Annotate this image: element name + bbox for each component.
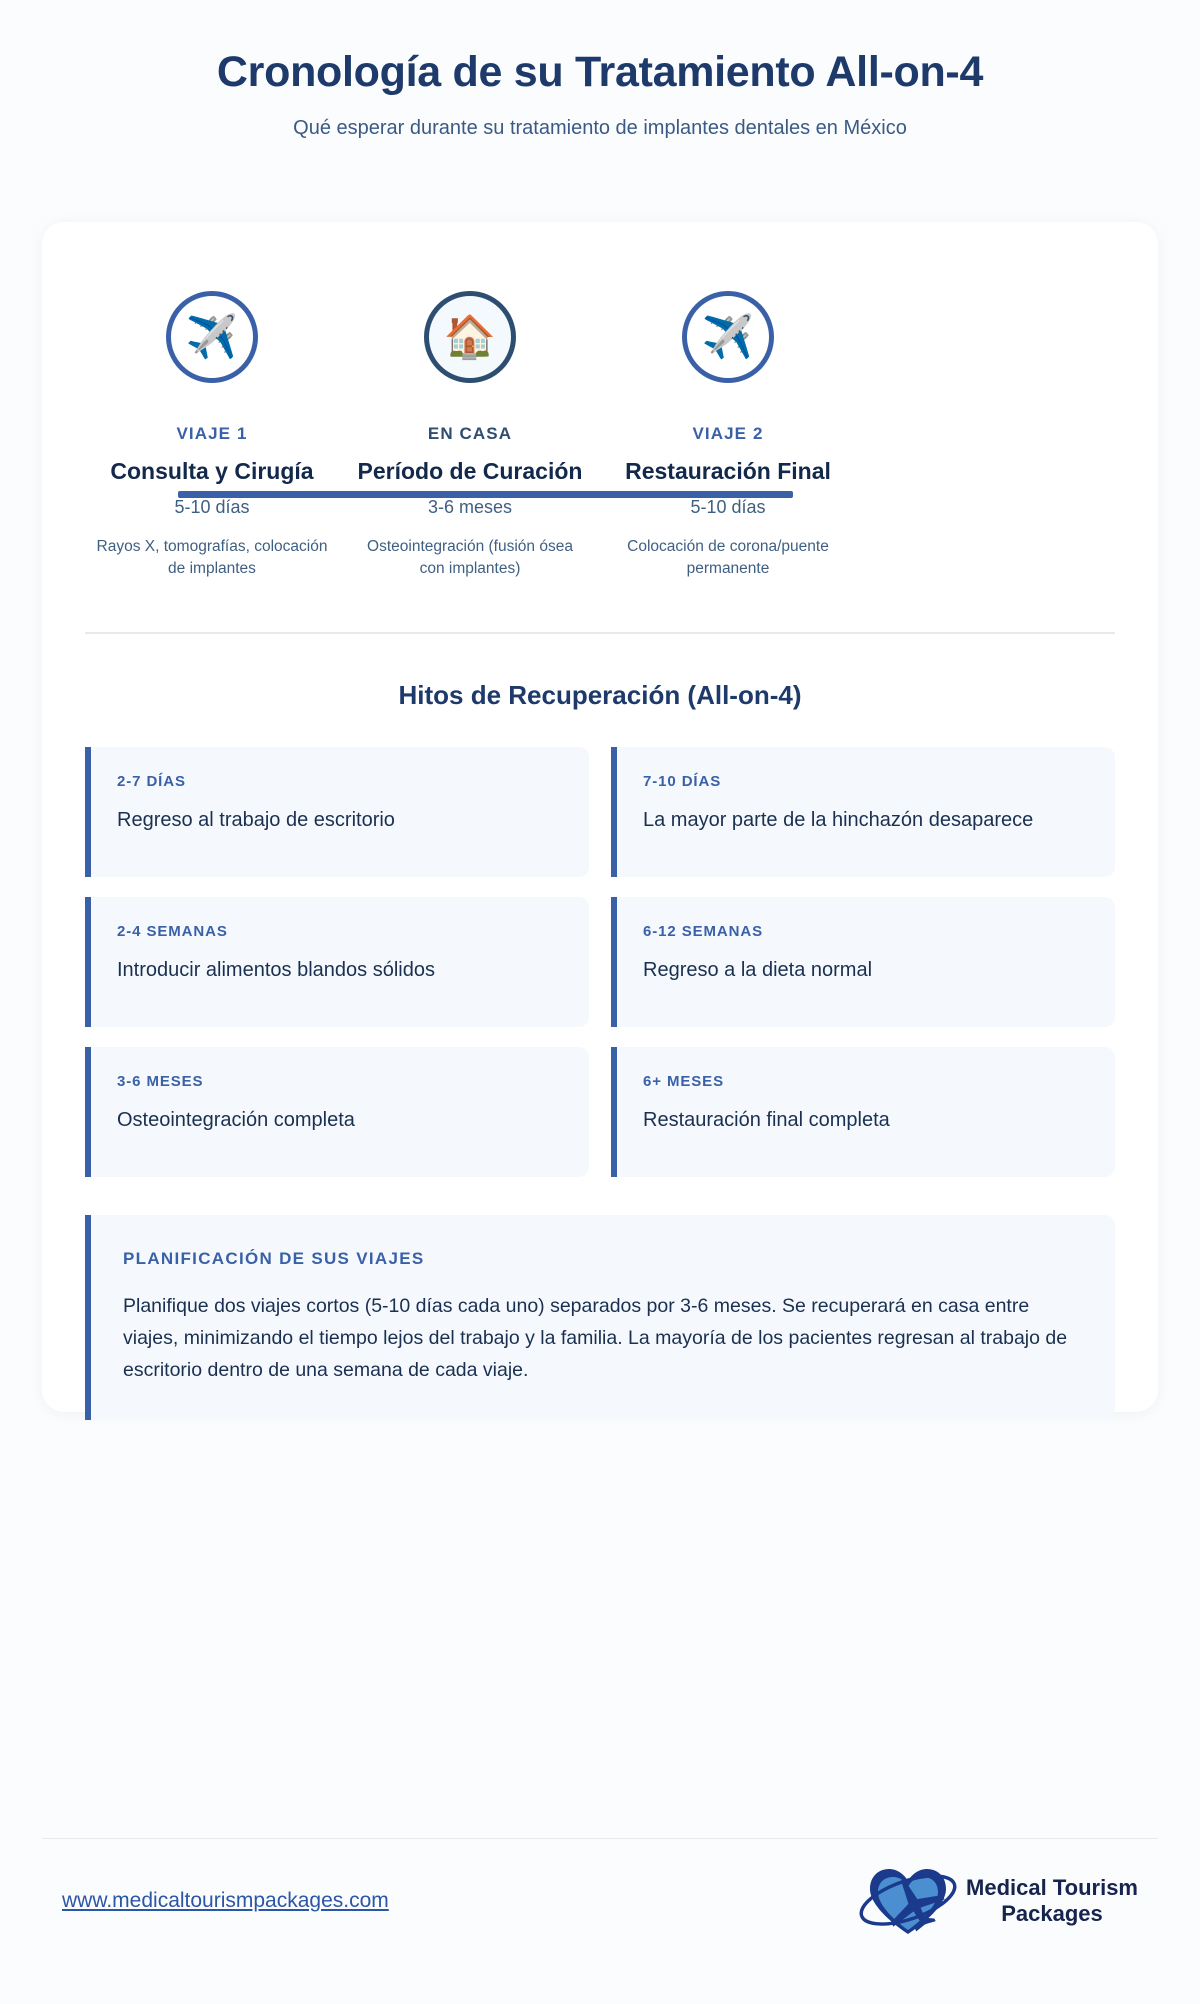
timeline-step-stage: VIAJE 2 <box>692 424 764 443</box>
airplane-icon: ✈️ <box>682 291 774 383</box>
timeline-step-2 <box>341 258 599 580</box>
milestone-card <box>611 897 1115 1027</box>
timeline-step-stage: EN CASA <box>427 424 513 443</box>
milestone-card <box>85 1047 589 1177</box>
timeline-step-stage: VIAJE 1 <box>176 424 248 443</box>
milestone-period: 2-4 SEMANAS <box>117 923 228 940</box>
milestone-period: 6+ MESES <box>643 1073 724 1090</box>
timeline-step-title: Período de Curación <box>357 458 583 484</box>
timeline-step-3 <box>599 258 857 580</box>
milestone-card <box>85 747 589 877</box>
house-icon: 🏠 <box>424 291 516 383</box>
timeline-step-title: Restauración Final <box>625 458 831 484</box>
travel-planning-body: Planifique dos viajes cortos (5-10 días cada uno) separados por 3-6 meses. Se recuperará en casa entre viajes, minimizando el tiempo lejos del trabajo y la familia. La mayoría de los pacientes regresan al trabajo de escritorio dentro de una semana de cada viaje. <box>123 1295 1068 1381</box>
milestone-text: Regreso al trabajo de escritorio <box>117 809 395 831</box>
milestone-text: Regreso a la dieta normal <box>643 959 873 981</box>
heart-airplane-logo-icon <box>856 1862 960 1940</box>
page-title: Cronología de su Tratamiento All-on-4 <box>216 48 984 96</box>
milestone-text: La mayor parte de la hinchazón desaparece <box>643 809 1034 831</box>
milestone-period: 3-6 MESES <box>117 1073 204 1090</box>
footer-divider <box>42 1838 1158 1839</box>
milestone-text: Introducir alimentos blandos sólidos <box>117 959 435 981</box>
brand-line-2: Packages <box>1001 1901 1103 1926</box>
milestone-period: 7-10 DÍAS <box>643 773 722 790</box>
header <box>0 0 1200 140</box>
milestone-card <box>611 1047 1115 1177</box>
timeline-step-title: Consulta y Cirugía <box>110 458 314 484</box>
timeline-step-duration: 3-6 meses <box>427 497 513 517</box>
travel-planning-box <box>85 1215 1115 1420</box>
travel-planning-title: PLANIFICACIÓN DE SUS VIAJES <box>123 1249 425 1268</box>
milestone-period: 2-7 DÍAS <box>117 773 186 790</box>
brand-name <box>966 1875 1138 1927</box>
timeline-step-1 <box>83 258 341 580</box>
timeline-step-duration: 5-10 días <box>174 497 250 517</box>
milestones-heading: Hitos de Recuperación (All-on-4) <box>398 680 802 710</box>
milestone-text: Restauración final completa <box>643 1109 890 1131</box>
milestone-text: Osteointegración completa <box>117 1109 355 1131</box>
main-content-card <box>42 222 1158 1412</box>
treatment-timeline <box>42 258 1158 588</box>
timeline-step-description: Colocación de corona/puente permanente <box>627 538 829 577</box>
timeline-step-description: Osteointegración (fusión ósea con implantes) <box>367 538 573 577</box>
milestone-period: 6-12 SEMANAS <box>643 923 763 940</box>
milestone-card <box>611 747 1115 877</box>
section-divider <box>85 632 1115 634</box>
timeline-step-description: Rayos X, tomografías, colocación de implantes <box>96 538 328 577</box>
timeline-step-duration: 5-10 días <box>690 497 766 517</box>
page-subtitle: Qué esperar durante su tratamiento de implantes dentales en México <box>293 117 907 140</box>
brand-line-1: Medical Tourism <box>966 1875 1138 1901</box>
brand-logo <box>856 1862 1138 1940</box>
milestones-grid <box>85 747 1115 1177</box>
airplane-icon: ✈️ <box>166 291 258 383</box>
milestone-card <box>85 897 589 1027</box>
footer <box>0 1862 1200 1940</box>
website-link[interactable]: www.medicaltourismpackages.com <box>62 1889 389 1912</box>
